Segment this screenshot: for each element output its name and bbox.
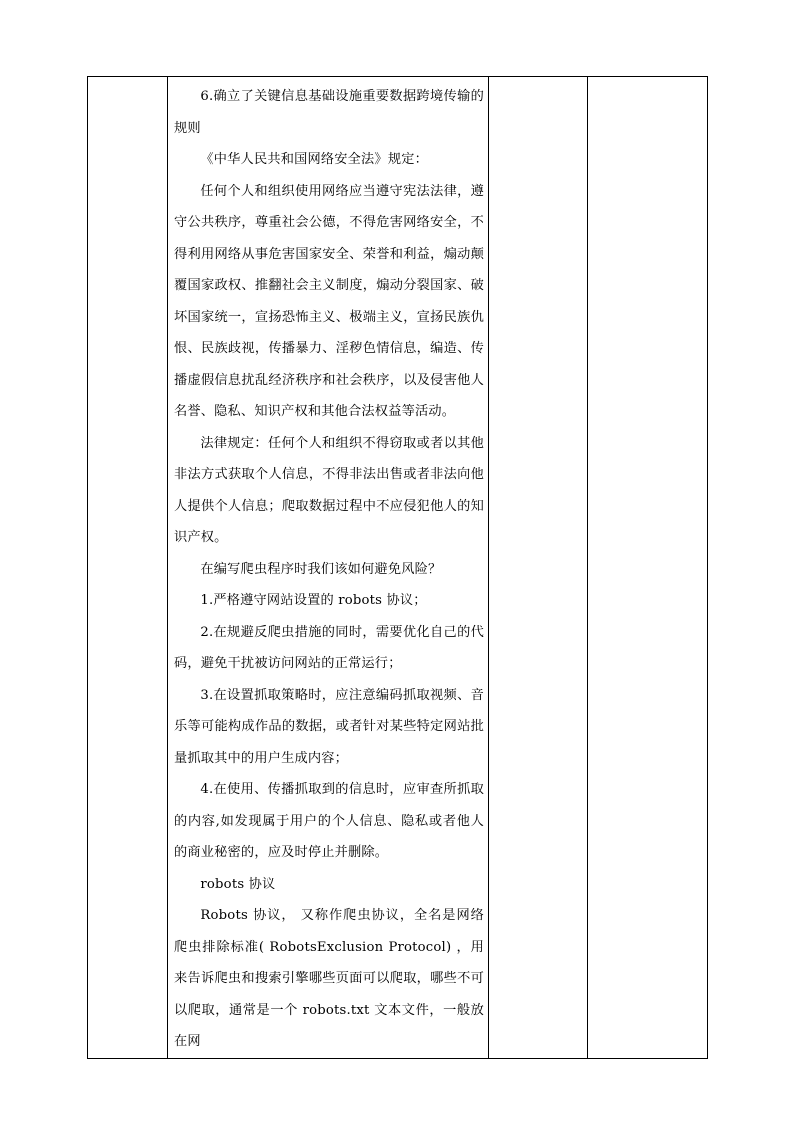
paragraph: robots 协议	[200, 876, 276, 892]
paragraph: 3.在设置抓取策略时，应注意编码抓取视频、音乐等可能构成作品的数据，或者针对某些特定网站批量抓取其中的用户生成内容；	[174, 687, 484, 766]
paragraph: 4.在使用、传播抓取到的信息时，应审查所抓取的内容,如发现属于用户的个人信息、隐私或者他人的商业秘密的，应及时停止并删除。	[174, 782, 484, 860]
paragraph: 法律规定：任何个人和组织不得窃取或者以其他非法方式获取个人信息，不得非法出售或者非法向他人提供个人信息；爬取数据过程中不应侵犯他人的知识产权。	[174, 435, 484, 545]
paragraph: 6.确立了关键信息基础设施重要数据跨境传输的规则	[174, 89, 484, 136]
table-row	[88, 77, 708, 1059]
table-cell-third	[489, 77, 588, 1059]
paragraph: Robots 协议， 又称作爬虫协议，全名是网络爬虫排除标准( RobotsExclusion Protocol) ，用来告诉爬虫和搜索引擎哪些页面可以爬取，哪些不可以爬取，通常是一个 robots.txt 文本文件，一般放在网	[174, 908, 484, 1049]
table-cell-content	[168, 77, 489, 1059]
table-cell-left	[88, 77, 168, 1059]
content-text	[168, 77, 488, 1058]
paragraph: 任何个人和组织使用网络应当遵守宪法法律，遵守公共秩序，尊重社会公德，不得危害网络安全，不得利用网络从事危害国家安全、荣誉和利益，煽动颠覆国家政权、推翻社会主义制度，煽动分裂国家、破坏国家统一，宣扬恐怖主义、极端主义，宣扬民族仇恨、民族歧视，传播暴力、淫秽色情信息，编造、传播虚假信息扰乱经济秩序和社会秩序，以及侵害他人名誉、隐私、知识产权和其他合法权益等活动。	[174, 183, 484, 419]
lesson-table	[87, 76, 708, 1059]
paragraph: 1.严格遵守网站设置的 robots 协议；	[200, 593, 427, 608]
paragraph: 《中华人民共和国网络安全法》规定：	[200, 152, 428, 167]
paragraph: 在编写爬虫程序时我们该如何避免风险？	[200, 561, 442, 577]
paragraph: 2.在规避反爬虫措施的同时，需要优化自己的代码，避免干扰被访问网站的正常运行；	[174, 624, 484, 671]
table-cell-right	[588, 77, 708, 1059]
